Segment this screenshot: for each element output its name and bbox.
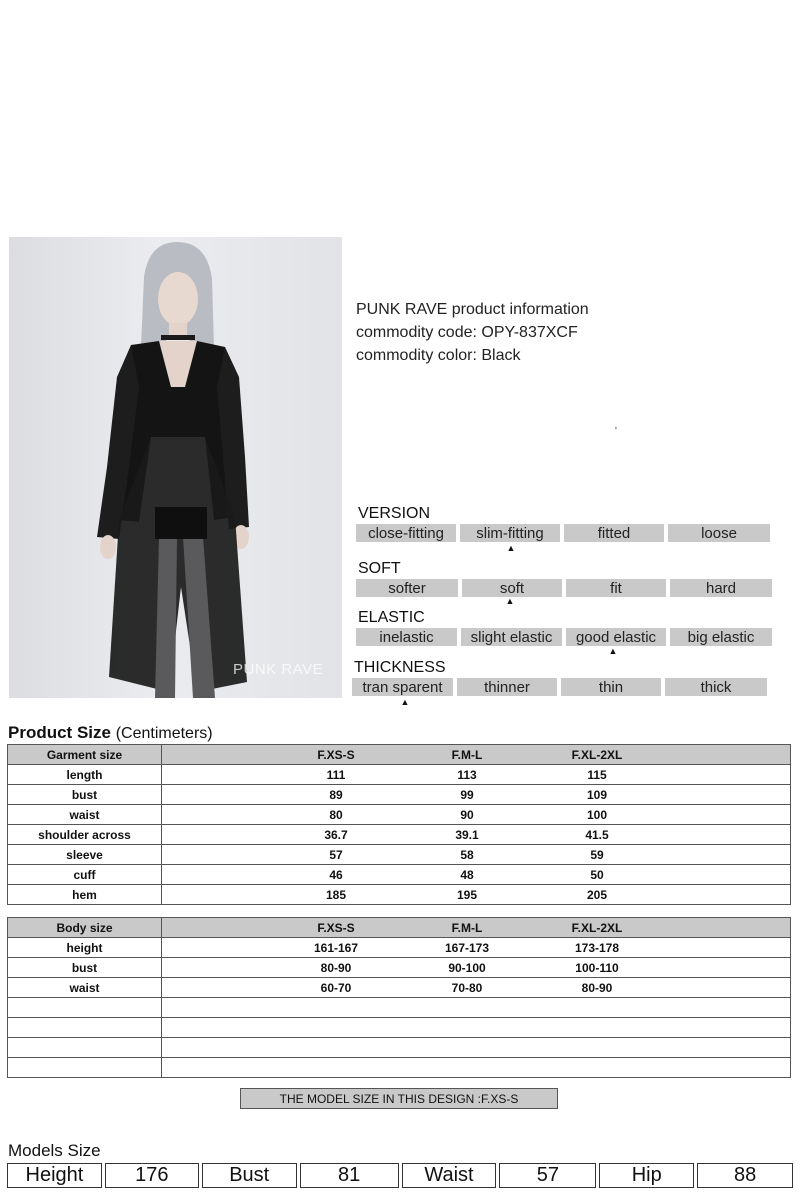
table-cell — [8, 1018, 162, 1038]
table-header-cell: F.XS-S — [317, 748, 355, 762]
table-cell: 100 — [586, 808, 608, 822]
table-cell: 46 — [329, 868, 343, 882]
table-row — [8, 845, 791, 865]
scale-option: thinner — [457, 678, 557, 696]
table-cell: 57 — [329, 848, 343, 862]
product-size-heading — [8, 723, 213, 743]
scale-option: close-fitting — [356, 524, 456, 542]
table-row — [8, 1058, 791, 1078]
table-cell: bust — [8, 958, 162, 978]
table-cell: 115 — [587, 768, 607, 782]
garment-size-table — [7, 744, 791, 905]
table-cell: 70-80 — [451, 981, 483, 995]
table-cell: 90 — [460, 808, 474, 822]
table-cell: waist — [8, 978, 162, 998]
table-row — [8, 938, 791, 958]
table-cell: 48 — [460, 868, 474, 882]
table-header-cell: F.XL-2XL — [571, 748, 623, 762]
scale-elastic — [356, 628, 772, 646]
body-size-table — [7, 917, 791, 1078]
model-measure-label: Height — [7, 1163, 102, 1188]
table-cell: 41.5 — [585, 828, 609, 842]
table-header-cell: Body size — [8, 918, 162, 938]
table-cell: 59 — [590, 848, 604, 862]
table-cell: hem — [8, 885, 162, 905]
table-cell: 80-90 — [320, 961, 352, 975]
table-row — [8, 765, 791, 785]
table-cell: 80 — [329, 808, 343, 822]
scale-option: slight elastic — [461, 628, 562, 646]
table-header-cell: F.XS-S — [317, 921, 355, 935]
table-cell: 113 — [457, 768, 477, 782]
table-cell: waist — [8, 805, 162, 825]
commodity-color-value: Black — [481, 347, 521, 364]
scale-option: inelastic — [356, 628, 457, 646]
commodity-code-line — [356, 321, 589, 344]
scale-option: thick — [665, 678, 767, 696]
table-cell: 205 — [586, 888, 608, 902]
scale-option: loose — [668, 524, 770, 542]
table-header-cell: F.M-L — [451, 748, 483, 762]
model-measure-label: Bust — [202, 1163, 297, 1188]
table-row — [8, 1038, 791, 1058]
scale-title-version: VERSION — [358, 505, 431, 522]
table-header-row — [8, 918, 791, 938]
table-cell: sleeve — [8, 845, 162, 865]
scale-soft — [356, 579, 772, 597]
table-row — [8, 978, 791, 998]
table-cell — [8, 1038, 162, 1058]
table-cell: 167-173 — [444, 941, 490, 955]
table-header-cell: F.M-L — [451, 921, 483, 935]
commodity-color-label: commodity color: — [356, 347, 477, 364]
commodity-code-value: OPY-837XCF — [481, 324, 578, 341]
model-measure-label: Hip — [599, 1163, 694, 1188]
table-cell: 99 — [460, 788, 474, 802]
table-cell: length — [8, 765, 162, 785]
table-cell: shoulder across — [8, 825, 162, 845]
table-cell: cuff — [8, 865, 162, 885]
table-cell — [162, 1018, 791, 1038]
scale-option: softer — [356, 579, 458, 597]
commodity-color-line — [356, 344, 589, 367]
table-row — [8, 1018, 791, 1038]
scale-option: slim-fitting — [460, 524, 560, 542]
table-cell: 111 — [326, 768, 346, 782]
stray-mark: ' — [615, 426, 617, 437]
model-measure-value: 88 — [697, 1163, 793, 1188]
scale-option: soft — [462, 579, 562, 597]
table-cell: height — [8, 938, 162, 958]
scale-title-soft: SOFT — [358, 560, 401, 577]
photo-watermark: PUNK RAVE — [233, 661, 324, 678]
scale-version — [356, 524, 770, 542]
table-cell: 90-100 — [448, 961, 486, 975]
table-row — [8, 885, 791, 905]
scale-option: tran sparent — [352, 678, 453, 696]
scale-option: hard — [670, 579, 772, 597]
model-measure-value: 81 — [300, 1163, 399, 1188]
scale-option: thin — [561, 678, 661, 696]
product-info — [356, 298, 589, 367]
scale-option: fit — [566, 579, 666, 597]
table-cell: 195 — [456, 888, 478, 902]
selected-marker-icon: ▲ — [506, 543, 516, 553]
table-header-row — [8, 745, 791, 765]
selected-marker-icon: ▲ — [608, 646, 618, 656]
table-cell: 60-70 — [320, 981, 352, 995]
table-row — [8, 865, 791, 885]
product-size-title: Product Size — [8, 723, 111, 742]
model-size-note: THE MODEL SIZE IN THIS DESIGN :F.XS-S — [240, 1088, 558, 1109]
model-measure-label: Waist — [402, 1163, 497, 1188]
scale-title-thickness: THICKNESS — [354, 659, 446, 676]
model-measure-value: 176 — [105, 1163, 199, 1188]
commodity-code-label: commodity code: — [356, 324, 477, 341]
scale-option: good elastic — [566, 628, 666, 646]
table-cell: bust — [8, 785, 162, 805]
table-cell: 100-110 — [575, 961, 619, 975]
table-cell: 109 — [586, 788, 608, 802]
table-header-cell: Garment size — [8, 745, 162, 765]
product-photo — [9, 237, 342, 698]
table-cell: 50 — [590, 868, 604, 882]
table-cell — [162, 1058, 791, 1078]
table-cell — [162, 998, 791, 1018]
scale-option: fitted — [564, 524, 664, 542]
selected-marker-icon: ▲ — [400, 697, 410, 707]
table-cell: 89 — [329, 788, 343, 802]
selected-marker-icon: ▲ — [505, 596, 515, 606]
table-cell — [8, 998, 162, 1018]
table-cell: 36.7 — [324, 828, 348, 842]
table-cell: 161-167 — [313, 941, 359, 955]
brand-info-title: PUNK RAVE product information — [356, 301, 589, 318]
table-header-cell: F.XL-2XL — [571, 921, 623, 935]
table-row — [8, 958, 791, 978]
scale-thickness — [352, 678, 767, 696]
table-cell: 39.1 — [455, 828, 479, 842]
table-row — [8, 998, 791, 1018]
table-cell: 185 — [325, 888, 347, 902]
table-cell: 58 — [460, 848, 474, 862]
models-size-title: Models Size — [8, 1141, 101, 1160]
table-row — [8, 805, 791, 825]
model-figure-illustration — [9, 237, 342, 698]
scale-title-elastic: ELASTIC — [358, 609, 425, 626]
table-cell: 80-90 — [581, 981, 613, 995]
scale-option: big elastic — [670, 628, 772, 646]
table-row — [8, 785, 791, 805]
table-row — [8, 825, 791, 845]
models-size-row — [7, 1163, 793, 1190]
model-measure-value: 57 — [499, 1163, 596, 1188]
table-cell — [8, 1058, 162, 1078]
table-cell: 173-178 — [574, 941, 620, 955]
product-size-unit: (Centimeters) — [115, 725, 213, 742]
table-cell — [162, 1038, 791, 1058]
